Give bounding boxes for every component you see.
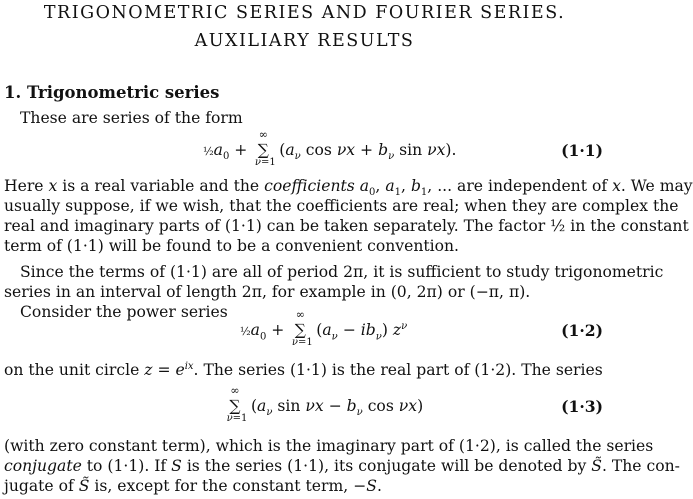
para3-text: Consider the power series — [20, 303, 228, 321]
para5-line-1: (with zero constant term), which is the imaginary part of (1·2), is called the series — [4, 437, 654, 455]
section-heading: 1. Trigonometric series — [4, 83, 220, 102]
para5-line-3: jugate of S̃ is, except for the constant term, −S. — [4, 477, 382, 495]
para1-line-3: real and imaginary parts of (1·1) can be taken separately. The factor ½ in the constant — [4, 217, 689, 235]
para1-line-2: usually suppose, if we wish, that the coefficients are real; when they are complex the — [4, 197, 679, 215]
para5-line-2: conjugate to (1·1). If S is the series (1·1), its conjugate will be denoted by S̃. The con- — [4, 457, 680, 475]
intro-text: These are series of the form — [20, 109, 243, 127]
title-line-1: TRIGONOMETRIC SERIES AND FOURIER SERIES. — [43, 3, 566, 23]
para1-line-1: Here x is a real variable and the coefficients $a_0$, $a_1$, $b_1$, ... are independent of x. We may — [4, 177, 693, 199]
para4-text: on the unit circle $z = e^{ix}$. The series (1·1) is the real part of (1·2). The series — [4, 361, 603, 380]
para1-line-4: term of (1·1) will be found to be a convenient convention. — [4, 237, 459, 255]
equation-1-1: $\frac{1}{2}a_0$ + ∑ ∞ ν=1 ($a_\nu$ $\cos \nu x + b_\nu$ sin νx). — [203, 128, 457, 168]
equation-number-1-2: (1·2) — [561, 321, 603, 340]
title-line-2: AUXILIARY RESULTS — [194, 31, 415, 51]
para2-line-2: series in an interval of length 2π, for example in (0, 2π) or (−π, π). — [4, 283, 531, 301]
equation-number-1-3: (1·3) — [561, 397, 603, 416]
equation-number-1-1: (1·1) — [561, 141, 603, 160]
para2-line-1: Since the terms of (1·1) are all of period 2π, it is sufficient to study trigonometric — [20, 263, 664, 281]
equation-1-3: ∑ ∞ ν=1 ($a_\nu$ $\sin \nu x - b_\nu$ cos νx) — [226, 384, 424, 424]
equation-1-2: $\frac{1}{2}a_0$ + ∑ ∞ ν=1 $(a_\nu - ib_\nu)$ $z^\nu$ — [240, 308, 408, 349]
